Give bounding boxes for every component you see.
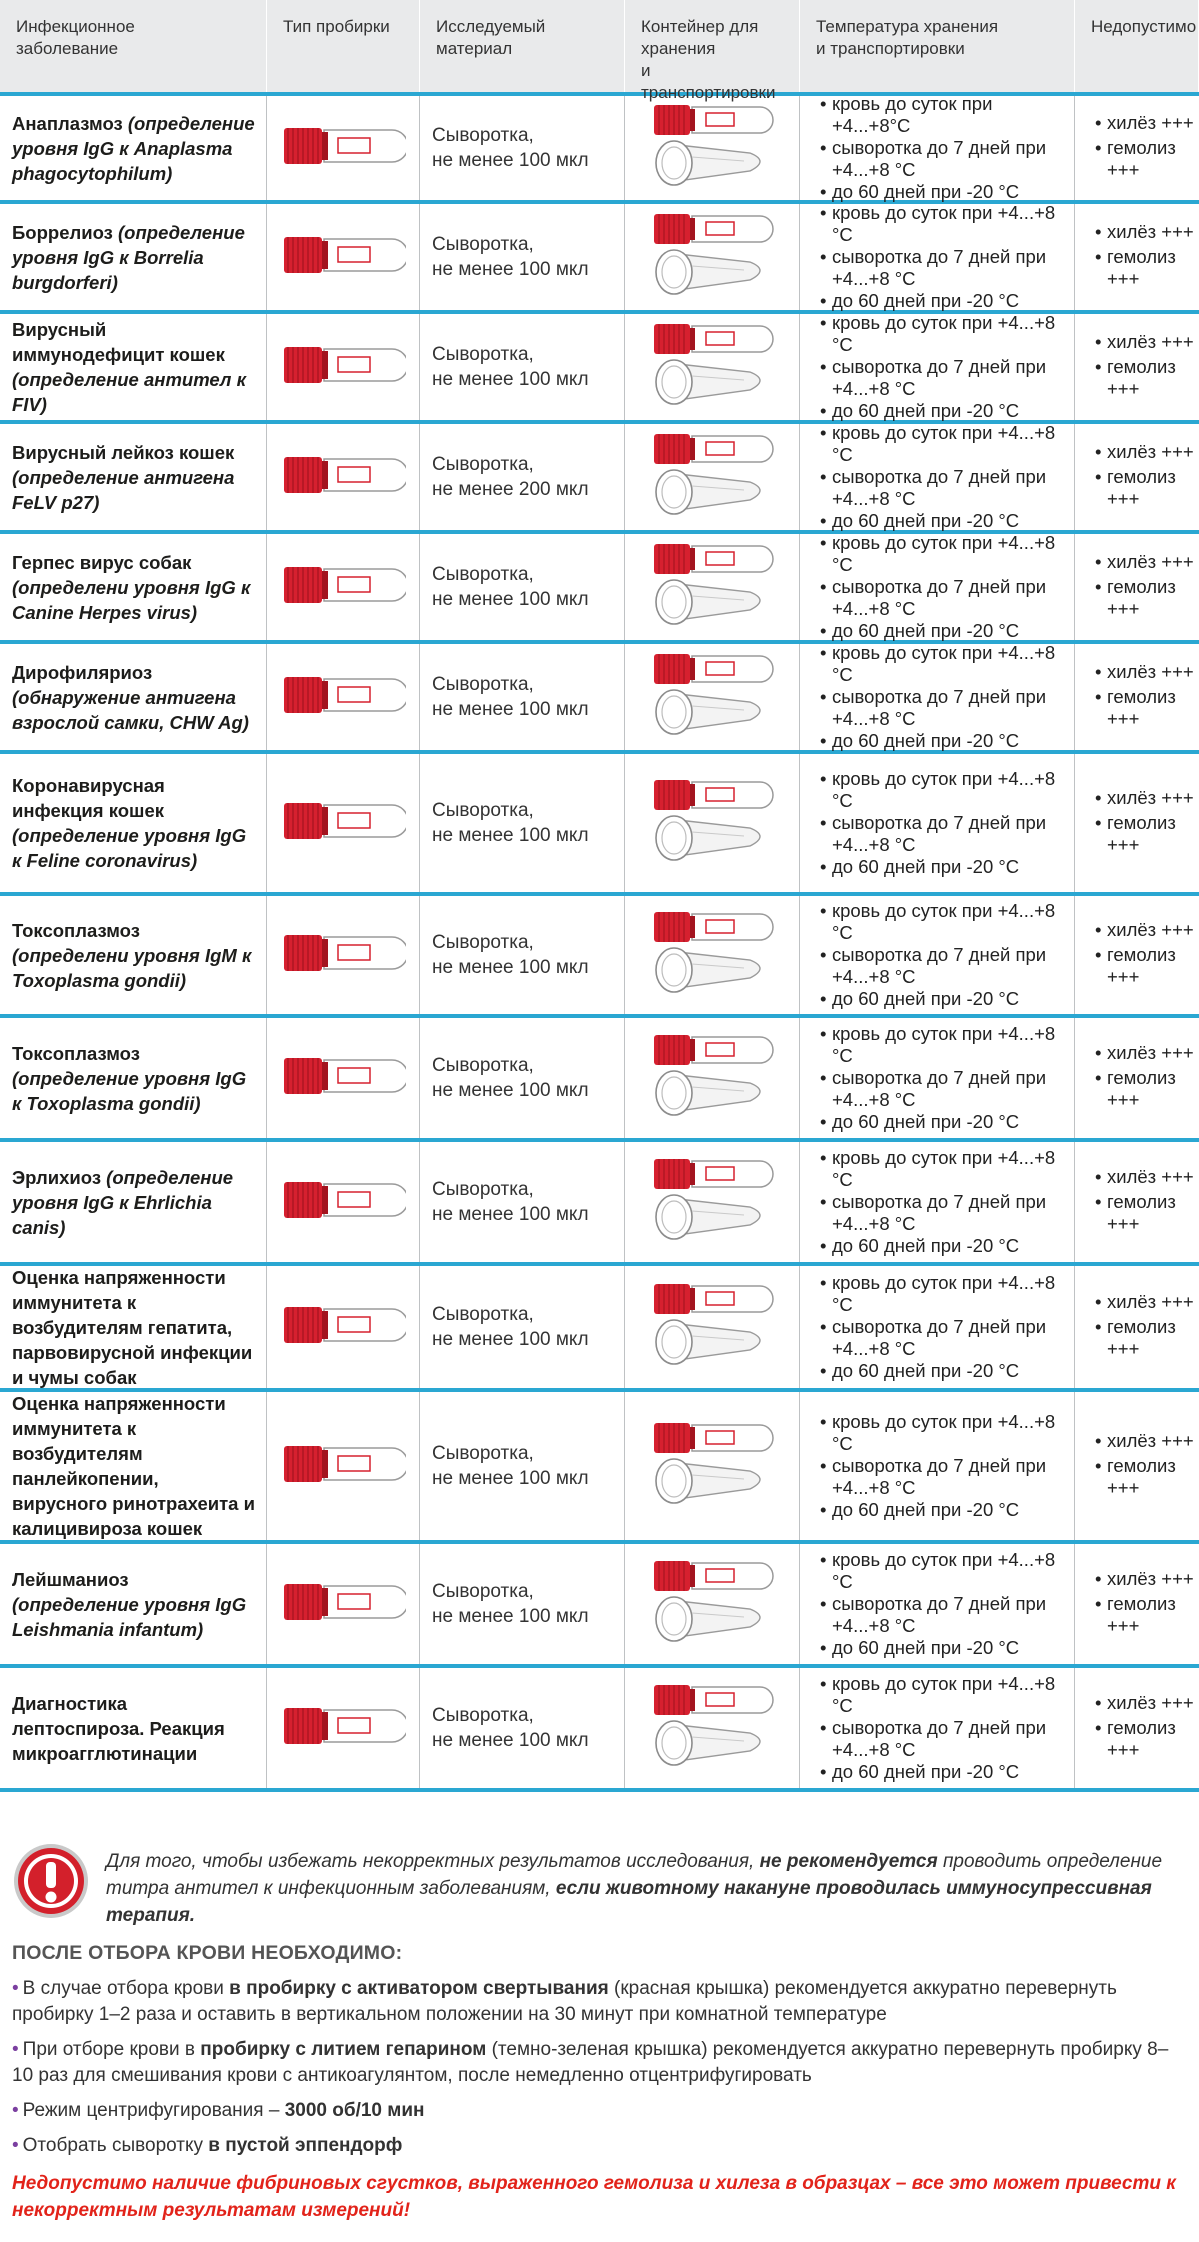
list-item: • хилёз +++ <box>1095 1568 1199 1590</box>
tube-type <box>267 1668 420 1788</box>
storage-temperature <box>800 424 1075 530</box>
red-cap-tube-icon <box>280 673 406 722</box>
list-item: • до 60 дней при -20 °С <box>820 1360 1074 1382</box>
red-cap-tube-icon <box>280 1580 406 1629</box>
list-item: • кровь до суток при +4...+8 °С <box>820 202 1074 246</box>
storage-temperature <box>800 534 1075 640</box>
disease-name <box>0 1392 267 1540</box>
tube-and-eppendorf-icon <box>648 650 776 745</box>
red-cap-tube-icon <box>280 343 406 392</box>
list-item: • хилёз +++ <box>1095 331 1199 353</box>
disease-title: Вирусный лейкоз кошек <box>12 441 235 463</box>
header-temperature: Температура хранения и транспортировки <box>800 0 1075 92</box>
warning-text: Для того, чтобы избежать некорректных результатов исследования, не рекомендуется проводить определение титра антител к инфекционным заболеваниям, если животному накануне проводилась иммуносупрессивная терапия. <box>106 1851 1163 1926</box>
sample-material: Сыворотка, не менее 100 мкл <box>420 1668 625 1788</box>
disease-name <box>0 1142 267 1262</box>
tube-and-eppendorf-icon <box>648 1280 776 1375</box>
disease-title: Оценка напряженности иммунитета к возбудителям панлейкопении, вирусного ринотрахеита и калицивироза кошек <box>12 1393 255 1539</box>
list-item: • до 60 дней при -20 °С <box>820 400 1074 422</box>
table-row <box>0 534 1199 644</box>
list-item: • Отобрать сыворотку в пустой эппендорф <box>12 2135 403 2156</box>
sample-material: Сыворотка, не менее 100 мкл <box>420 534 625 640</box>
disease-name <box>0 896 267 1014</box>
list-item: • до 60 дней при -20 °С <box>820 1499 1074 1521</box>
list-item: • гемолиз +++ <box>1095 1455 1199 1499</box>
list-item: • хилёз +++ <box>1095 787 1199 809</box>
list-item: • хилёз +++ <box>1095 1291 1199 1313</box>
tube-and-eppendorf-icon <box>648 1557 776 1652</box>
storage-temperature <box>800 1142 1075 1262</box>
sample-material: Сыворотка, не менее 100 мкл <box>420 896 625 1014</box>
storage-temperature <box>800 644 1075 750</box>
disease-name <box>0 1668 267 1788</box>
disease-detail: (определение уровня IgG к Anaplasma phagocytophilum) <box>12 112 255 184</box>
tube-type <box>267 754 420 892</box>
list-item: • до 60 дней при -20 °С <box>820 510 1074 532</box>
disease-name <box>0 204 267 310</box>
list-item: • гемолиз +++ <box>1095 944 1199 988</box>
list-item: • гемолиз +++ <box>1095 1191 1199 1235</box>
storage-container <box>625 534 800 640</box>
tube-type <box>267 534 420 640</box>
list-item: • до 60 дней при -20 °С <box>820 1761 1074 1783</box>
disease-title: Боррелиоз <box>12 221 113 243</box>
storage-container <box>625 424 800 530</box>
red-cap-tube-icon <box>280 1704 406 1753</box>
list-item: • до 60 дней при -20 °С <box>820 988 1074 1010</box>
list-item: • до 60 дней при -20 °С <box>820 1235 1074 1257</box>
tube-and-eppendorf-icon <box>648 1031 776 1126</box>
tube-type <box>267 644 420 750</box>
storage-container <box>625 1392 800 1540</box>
disease-title: Диагностика лептоспироза. Реакция микроагглютинации <box>12 1692 225 1764</box>
tube-type <box>267 896 420 1014</box>
disease-name <box>0 1544 267 1664</box>
disease-detail: (определение уровня IgG к Toxoplasma gondii) <box>12 1067 247 1114</box>
list-item: • кровь до суток при +4...+8 °С <box>820 642 1074 686</box>
inadmissible <box>1075 1142 1199 1262</box>
disease-detail: (определение антител к FIV) <box>12 369 246 415</box>
storage-container <box>625 1018 800 1138</box>
red-cap-tube-icon <box>280 1303 406 1352</box>
list-item: • сыворотка до 7 дней при +4...+8 °С <box>820 1191 1074 1235</box>
table-row <box>0 1018 1199 1142</box>
red-cap-tube-icon <box>280 563 406 612</box>
disease-detail: (определение антигена FeLV p27) <box>12 466 235 513</box>
inadmissible <box>1075 534 1199 640</box>
inadmissible <box>1075 1668 1199 1788</box>
disease-title: Токсоплазмоз <box>12 1042 140 1064</box>
header-inadmissible: Недопустимо <box>1075 0 1199 92</box>
inadmissible <box>1075 314 1199 420</box>
tube-and-eppendorf-icon <box>648 320 776 415</box>
list-item: • гемолиз +++ <box>1095 1316 1199 1360</box>
list-item: • гемолиз +++ <box>1095 356 1199 400</box>
table-row <box>0 93 1199 204</box>
disease-title: Герпес вирус собак <box>12 551 192 573</box>
final-warning: Недопустимо наличие фибриновых сгустков, выраженного гемолиза и хилеза в образцах – все это может привести к некорректным результатам измерений! <box>12 2173 1176 2221</box>
disease-title: Вирусный иммунодефицит кошек <box>12 319 225 365</box>
storage-temperature <box>800 1266 1075 1388</box>
red-cap-tube-icon <box>280 931 406 980</box>
red-cap-tube-icon <box>280 233 406 282</box>
red-cap-tube-icon <box>280 799 406 848</box>
inadmissible <box>1075 754 1199 892</box>
list-item: • При отборе крови в пробирку с литием гепарином (темно-зеленая крышка) рекомендуется аккуратно перевернуть пробирку 8–10 раз для смешивания крови с антикоагулянтом, после немедленно отцентрифугировать <box>12 2039 1169 2086</box>
list-item: • кровь до суток при +4...+8 °С <box>820 900 1074 944</box>
sample-material: Сыворотка, не менее 100 мкл <box>420 314 625 420</box>
tube-type <box>267 424 420 530</box>
list-item: • до 60 дней при -20 °С <box>820 730 1074 752</box>
list-item: • до 60 дней при -20 °С <box>820 856 1074 878</box>
table-row <box>0 644 1199 754</box>
list-item: • сыворотка до 7 дней при +4...+8 °С <box>820 944 1074 988</box>
tube-and-eppendorf-icon <box>648 1419 776 1514</box>
tube-and-eppendorf-icon <box>648 430 776 525</box>
list-item: • гемолиз +++ <box>1095 686 1199 730</box>
inadmissible <box>1075 1544 1199 1664</box>
inadmissible <box>1075 1392 1199 1540</box>
list-item: • гемолиз +++ <box>1095 576 1199 620</box>
sample-material: Сыворотка, не менее 100 мкл <box>420 96 625 200</box>
table-row <box>0 1544 1199 1668</box>
list-item: • В случае отбора крови в пробирку с активатором свертывания (красная крышка) рекомендуется аккуратно перевернуть пробирку 1–2 раза и оставить в вертикальном положении на 30 минут при комнатной температуре <box>12 1978 1117 2025</box>
disease-name <box>0 424 267 530</box>
storage-temperature <box>800 93 1075 202</box>
tube-type <box>267 96 420 200</box>
sample-material: Сыворотка, не менее 100 мкл <box>420 644 625 750</box>
tube-type <box>267 1392 420 1540</box>
list-item: • сыворотка до 7 дней при +4...+8 °С <box>820 1717 1074 1761</box>
list-item: • хилёз +++ <box>1095 1430 1199 1452</box>
disease-detail: (определение уровня IgG к Ehrlichia canis) <box>12 1166 234 1238</box>
list-item: • кровь до суток при +4...+8 °С <box>820 532 1074 576</box>
disease-title: Коронавирусная инфекция кошек <box>12 775 165 821</box>
sample-material: Сыворотка, не менее 100 мкл <box>420 1392 625 1540</box>
storage-temperature <box>800 1668 1075 1788</box>
list-item: • кровь до суток при +4...+8 °С <box>820 1673 1074 1717</box>
list-item: • кровь до суток при +4...+8 °С <box>820 1023 1074 1067</box>
tube-and-eppendorf-icon <box>648 908 776 1003</box>
sample-material: Сыворотка, не менее 200 мкл <box>420 424 625 530</box>
table-row <box>0 1142 1199 1266</box>
storage-container <box>625 1266 800 1388</box>
list-item: • до 60 дней при -20 °С <box>820 290 1074 312</box>
storage-container <box>625 644 800 750</box>
inadmissible <box>1075 644 1199 750</box>
list-item: • сыворотка до 7 дней при +4...+8 °С <box>820 356 1074 400</box>
tube-and-eppendorf-icon <box>648 210 776 305</box>
list-item: • хилёз +++ <box>1095 661 1199 683</box>
list-item: • сыворотка до 7 дней при +4...+8 °С <box>820 137 1074 181</box>
sample-material: Сыворотка, не менее 100 мкл <box>420 1544 625 1664</box>
list-item: • сыворотка до 7 дней при +4...+8 °С <box>820 466 1074 510</box>
inadmissible <box>1075 424 1199 530</box>
list-item: • гемолиз +++ <box>1095 812 1199 856</box>
disease-title: Лейшманиоз <box>12 1568 129 1590</box>
sample-material: Сыворотка, не менее 100 мкл <box>420 1018 625 1138</box>
disease-title: Дирофиляриоз <box>12 661 153 683</box>
tube-and-eppendorf-icon <box>648 1681 776 1776</box>
after-title: ПОСЛЕ ОТБОРА КРОВИ НЕОБХОДИМО: <box>12 1942 403 1964</box>
tube-type <box>267 204 420 310</box>
list-item: • кровь до суток при +4...+8 °С <box>820 1272 1074 1316</box>
exclamation-icon <box>12 1842 90 1920</box>
list-item: • кровь до суток при +4...+8 °С <box>820 768 1074 812</box>
table-header <box>0 0 1199 102</box>
list-item: • хилёз +++ <box>1095 551 1199 573</box>
list-item: • кровь до суток при +4...+8 °С <box>820 1411 1074 1455</box>
tube-type <box>267 1266 420 1388</box>
storage-temperature <box>800 1392 1075 1540</box>
list-item: • гемолиз +++ <box>1095 1593 1199 1637</box>
table-row <box>0 424 1199 534</box>
list-item: • сыворотка до 7 дней при +4...+8 °С <box>820 576 1074 620</box>
inadmissible <box>1075 1266 1199 1388</box>
disease-name <box>0 644 267 750</box>
list-item: • сыворотка до 7 дней при +4...+8 °С <box>820 686 1074 730</box>
storage-container <box>625 314 800 420</box>
sample-material: Сыворотка, не менее 100 мкл <box>420 1266 625 1388</box>
red-cap-tube-icon <box>280 1442 406 1491</box>
table-row <box>0 1266 1199 1392</box>
list-item: • сыворотка до 7 дней при +4...+8 °С <box>820 1455 1074 1499</box>
list-item: • хилёз +++ <box>1095 441 1199 463</box>
disease-detail: (определени уровня IgG к Canine Herpes virus) <box>12 576 251 623</box>
tube-type <box>267 1018 420 1138</box>
list-item: • кровь до суток при +4...+8 °С <box>820 422 1074 466</box>
list-item: • гемолиз +++ <box>1095 1067 1199 1111</box>
table-row <box>0 204 1199 314</box>
disease-name <box>0 96 267 200</box>
red-cap-tube-icon <box>280 1178 406 1227</box>
list-item: • до 60 дней при -20 °С <box>820 181 1074 203</box>
tube-and-eppendorf-icon <box>648 1155 776 1250</box>
list-item: • до 60 дней при -20 °С <box>820 1637 1074 1659</box>
disease-title: Токсоплазмоз <box>12 919 140 941</box>
sample-material: Сыворотка, не менее 100 мкл <box>420 204 625 310</box>
disease-detail: (определение уровня IgG к Feline coronavirus) <box>12 825 247 871</box>
list-item: • хилёз +++ <box>1095 221 1199 243</box>
list-item: • сыворотка до 7 дней при +4...+8 °С <box>820 246 1074 290</box>
tube-and-eppendorf-icon <box>648 101 776 196</box>
disease-name <box>0 1266 267 1388</box>
list-item: • гемолиз +++ <box>1095 137 1199 181</box>
table-row <box>0 754 1199 896</box>
tube-and-eppendorf-icon <box>648 540 776 635</box>
disease-detail: (определение уровня IgG Leishmania infantum) <box>12 1593 247 1640</box>
storage-temperature <box>800 1018 1075 1138</box>
list-item: • гемолиз +++ <box>1095 466 1199 510</box>
header-container: Контейнер для хранения и транспортировки <box>625 0 800 92</box>
list-item: • хилёз +++ <box>1095 112 1199 134</box>
list-item: • сыворотка до 7 дней при +4...+8 °С <box>820 1593 1074 1637</box>
list-item: • кровь до суток при +4...+8 °С <box>820 312 1074 356</box>
table-row <box>0 1668 1199 1792</box>
sample-material: Сыворотка, не менее 100 мкл <box>420 754 625 892</box>
disease-detail: (определени уровня IgM к Toxoplasma gondii) <box>12 944 252 991</box>
disease-detail: (обнаружение антигена взрослой самки, CHW Ag) <box>12 686 249 733</box>
list-item: • хилёз +++ <box>1095 1042 1199 1064</box>
table-body <box>0 93 1199 1792</box>
inadmissible <box>1075 896 1199 1014</box>
tube-type <box>267 1544 420 1664</box>
header-tube-type: Тип пробирки <box>267 0 420 92</box>
sample-material: Сыворотка, не менее 100 мкл <box>420 1142 625 1262</box>
disease-name <box>0 1018 267 1138</box>
list-item: • до 60 дней при -20 °С <box>820 1111 1074 1133</box>
red-cap-tube-icon <box>280 1054 406 1103</box>
list-item: • хилёз +++ <box>1095 1166 1199 1188</box>
disease-name <box>0 314 267 420</box>
storage-container <box>625 204 800 310</box>
storage-container <box>625 896 800 1014</box>
storage-container <box>625 96 800 200</box>
disease-title: Оценка напряженности иммунитета к возбудителям гепатита, парвовирусной инфекции и чумы собак <box>12 1266 253 1388</box>
red-cap-tube-icon <box>280 453 406 502</box>
disease-name <box>0 534 267 640</box>
disease-title: Эрлихиоз <box>12 1166 102 1188</box>
disease-title: Анаплазмоз <box>12 112 123 134</box>
red-cap-tube-icon <box>280 124 406 173</box>
list-item: • гемолиз +++ <box>1095 1717 1199 1761</box>
storage-temperature <box>800 314 1075 420</box>
disease-detail: (определение уровня IgG к Borrelia burgdorferi) <box>12 221 245 293</box>
tube-and-eppendorf-icon <box>648 776 776 871</box>
disease-name <box>0 754 267 892</box>
table-row <box>0 896 1199 1018</box>
list-item: • Режим центрифугирования – 3000 об/10 мин <box>12 2100 425 2121</box>
inadmissible <box>1075 204 1199 310</box>
list-item: • гемолиз +++ <box>1095 246 1199 290</box>
inadmissible <box>1075 1018 1199 1138</box>
storage-container <box>625 1142 800 1262</box>
header-disease: Инфекционное заболевание <box>0 0 267 92</box>
after-blood-sampling <box>12 1940 1187 2168</box>
storage-temperature <box>800 754 1075 892</box>
storage-temperature <box>800 1544 1075 1664</box>
header-material: Исследуемый материал <box>420 0 625 92</box>
list-item: • до 60 дней при -20 °С <box>820 620 1074 642</box>
list-item: • хилёз +++ <box>1095 919 1199 941</box>
list-item: • сыворотка до 7 дней при +4...+8 °С <box>820 1316 1074 1360</box>
storage-container <box>625 1668 800 1788</box>
tube-type <box>267 314 420 420</box>
storage-container <box>625 1544 800 1664</box>
list-item: • сыворотка до 7 дней при +4...+8 °С <box>820 812 1074 856</box>
table-row <box>0 1392 1199 1544</box>
list-item: • сыворотка до 7 дней при +4...+8 °С <box>820 1067 1074 1111</box>
list-item: • кровь до суток при +4...+8 °С <box>820 1147 1074 1191</box>
storage-container <box>625 754 800 892</box>
list-item: • кровь до суток при +4...+8°C <box>820 93 1074 137</box>
table-row <box>0 314 1199 424</box>
list-item: • кровь до суток при +4...+8 °С <box>820 1549 1074 1593</box>
tube-type <box>267 1142 420 1262</box>
storage-temperature <box>800 896 1075 1014</box>
storage-temperature <box>800 204 1075 310</box>
inadmissible <box>1075 96 1199 200</box>
list-item: • хилёз +++ <box>1095 1692 1199 1714</box>
